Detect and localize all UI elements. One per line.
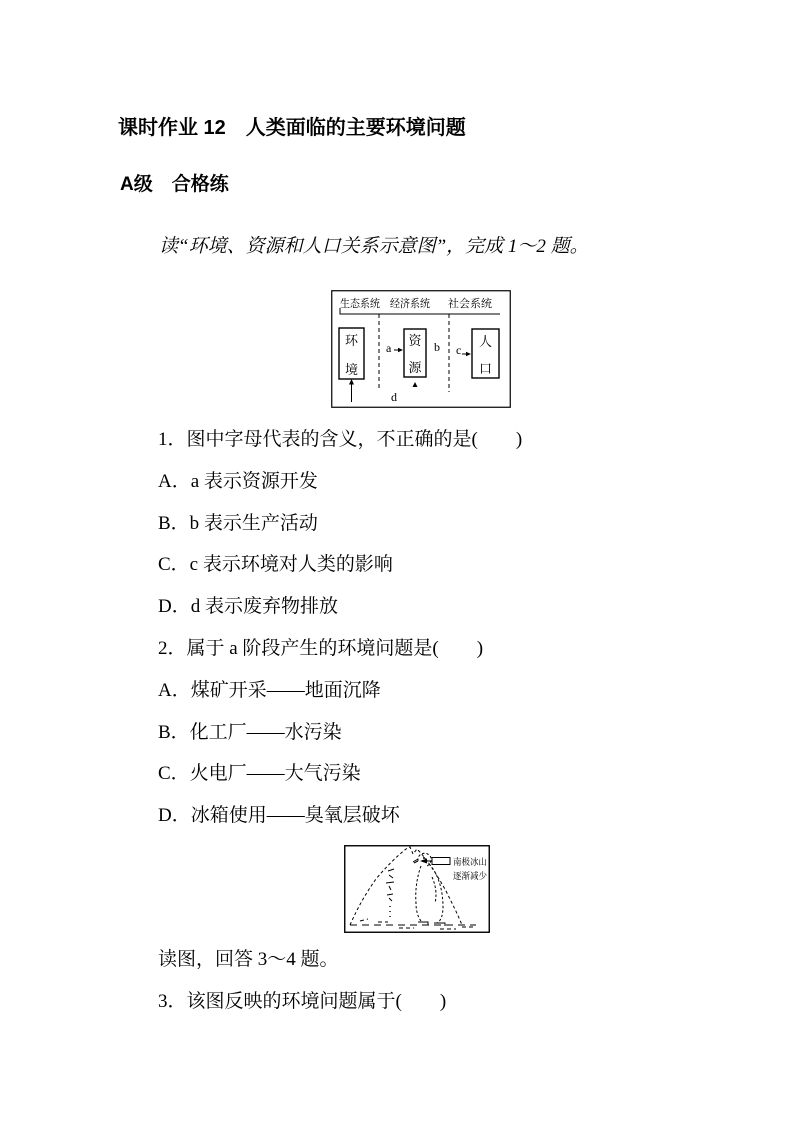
question-2-option-d: D．冰箱使用——臭氧层破坏 xyxy=(158,805,400,826)
question-2-option-c: C．火电厂——大气污染 xyxy=(158,763,361,784)
question-1-option-d: D．d 表示废弃物排放 xyxy=(158,596,338,617)
question-2-stem: 2．属于 a 阶段产生的环境问题是( ) xyxy=(158,638,484,659)
page-title: 课时作业 12 人类面临的主要环境问题 xyxy=(118,117,466,139)
callout-text-line1: 南极冰山 xyxy=(453,857,490,867)
population-char-1: 人 xyxy=(478,334,493,349)
arrow-c-label: c xyxy=(456,343,462,357)
label-ecosystem: 生态系统 xyxy=(340,298,384,310)
population-char-2: 口 xyxy=(478,361,493,376)
arrow-b-label: b xyxy=(434,340,440,354)
question-2-option-a: A．煤矿开采——地面沉降 xyxy=(158,680,381,701)
label-economic-system: 经济系统 xyxy=(390,298,434,310)
env-char-2: 境 xyxy=(344,362,359,377)
melting-iceberg-figure xyxy=(344,845,490,933)
question-3-stem: 3．该图反映的环境问题属于( ) xyxy=(158,991,447,1012)
env-char-1: 环 xyxy=(344,333,359,348)
callout-box xyxy=(432,858,450,865)
penguin-beak xyxy=(413,859,418,863)
arrow-d-label: d xyxy=(391,390,397,404)
section-a-heading: A级 合格练 xyxy=(120,174,229,195)
arrow-d-head xyxy=(349,379,354,385)
resources-return-arrow-head xyxy=(413,382,418,387)
relationship-diagram-figure xyxy=(331,290,511,408)
resources-char-2: 源 xyxy=(408,360,422,375)
label-social-system: 社会系统 xyxy=(448,298,492,310)
callout-arrow-head xyxy=(420,859,427,864)
question-1-option-a: A．a 表示资源开发 xyxy=(158,471,318,492)
question-1-option-b: B．b 表示生产活动 xyxy=(158,513,318,534)
callout-text-line2: 逐渐减少 xyxy=(453,871,490,881)
penguin-eye xyxy=(423,857,425,859)
arrow-a-head xyxy=(398,348,403,353)
arrow-c-head xyxy=(466,352,471,357)
material-intro-2: 读图，回答 3～4 题。 xyxy=(158,949,339,970)
question-1-stem: 1．图中字母代表的含义，不正确的是( ) xyxy=(158,429,523,450)
question-1-option-c: C．c 表示环境对人类的影响 xyxy=(158,554,393,575)
material-intro-1: 读“环境、资源和人口关系示意图”，完成 1～2 题。 xyxy=(159,236,589,257)
resources-char-1: 资 xyxy=(408,333,422,348)
question-2-option-b: B．化工厂——水污染 xyxy=(158,722,342,743)
arrow-a-label: a xyxy=(386,341,392,355)
melt-water-dashes xyxy=(360,919,474,929)
penguin-body-right xyxy=(429,864,443,923)
penguin-body-left xyxy=(416,866,421,921)
ice-crack-marks xyxy=(386,869,394,901)
penguin-wing xyxy=(432,877,436,903)
iceberg-outline xyxy=(350,847,462,925)
